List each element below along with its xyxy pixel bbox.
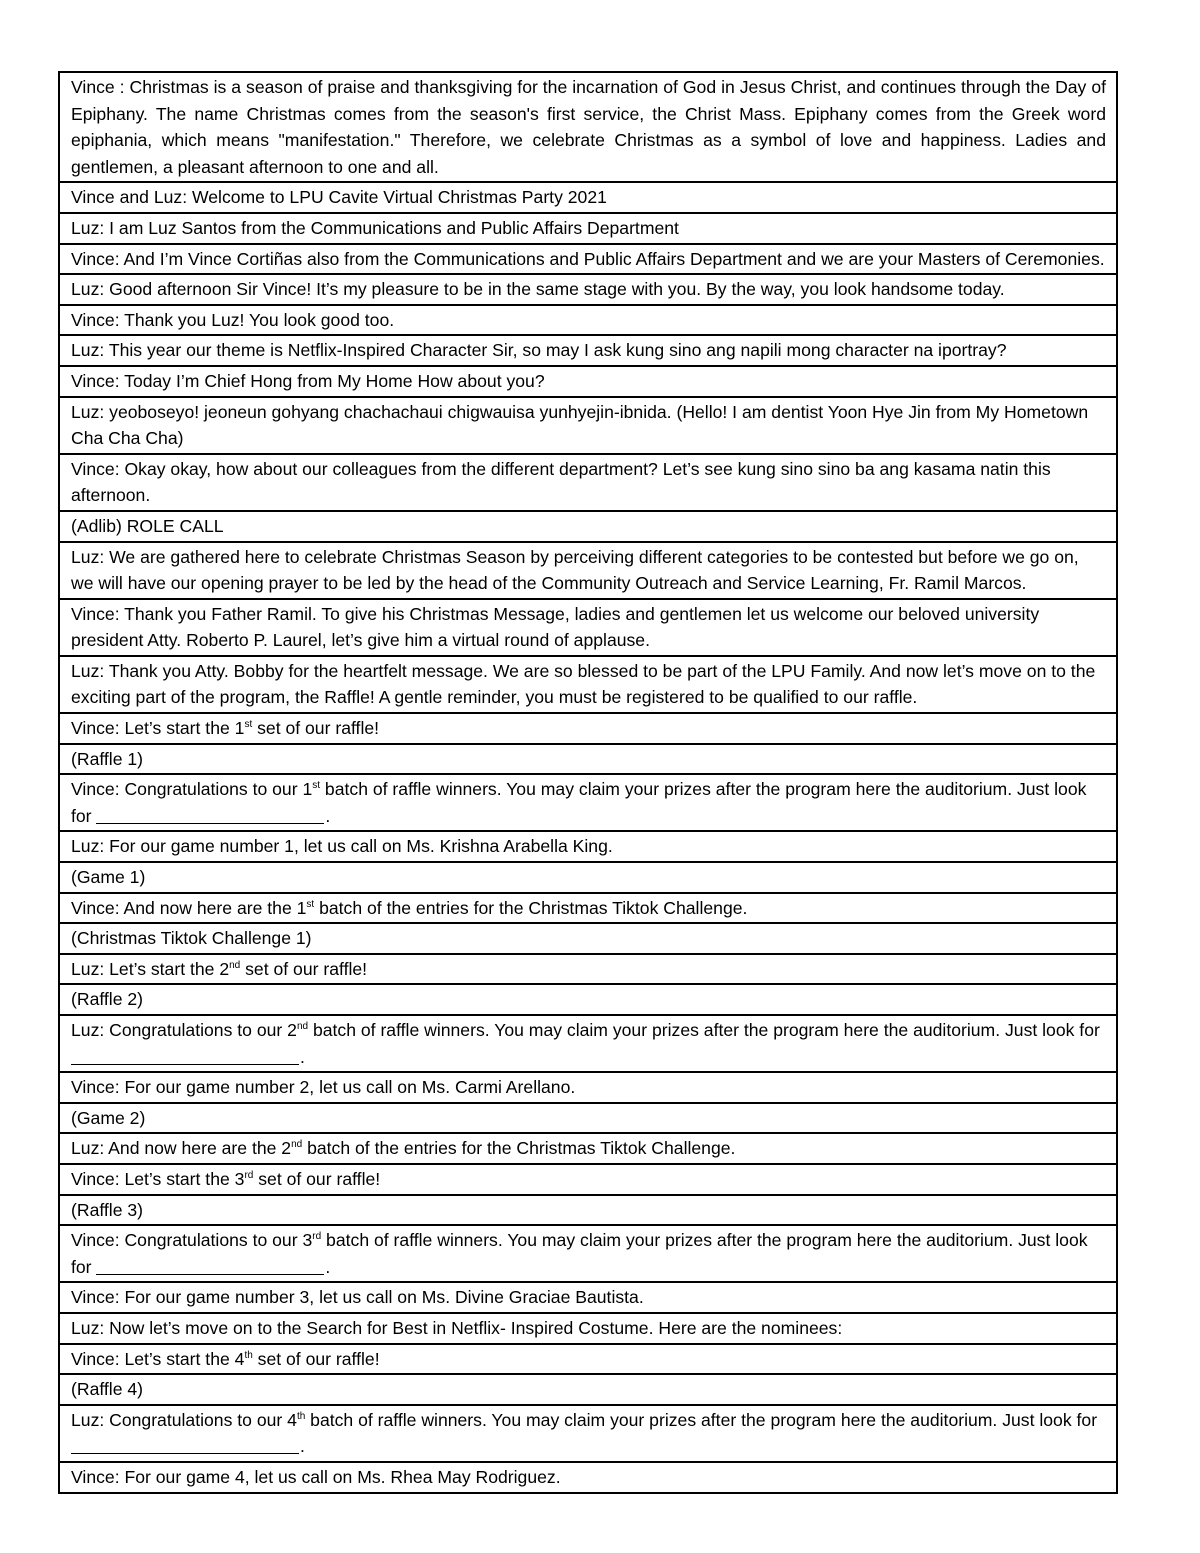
- script-line: [59, 1405, 1117, 1462]
- script-line: [59, 1072, 1117, 1103]
- script-row: [59, 862, 1117, 893]
- line-text: Vince: Thank you Father Ramil. To give his Christmas Message, ladies and gentlemen let us welcome our beloved university president Atty. Roberto P. Laurel, let’s give him a virtual round of applause.: [71, 603, 1040, 651]
- script-row: [59, 831, 1117, 862]
- ordinal-suffix: nd: [296, 1021, 309, 1032]
- script-row: [59, 1225, 1117, 1282]
- script-line: [59, 954, 1117, 985]
- script-row: [59, 1195, 1117, 1226]
- line-text: Vince : Christmas is a season of praise and thanksgiving for the incarnation of God in Jesus Christ, and continues through the Day of Epiphany. The name Christmas comes from the season's first service, the Christ Mass. Epiphany comes from the Greek word epiphania, which means "manifestation." Therefore, we celebrate Christmas as a symbol of love and happiness. Ladies and gentlemen, a pleasant afternoon to one and all.: [71, 77, 1106, 177]
- line-text: .: [300, 1046, 305, 1067]
- ordinal-suffix: st: [312, 780, 321, 792]
- script-line: [59, 244, 1117, 275]
- line-text: batch of the entries for the Christmas Tiktok Challenge.: [302, 1138, 736, 1159]
- script-line: [59, 1195, 1117, 1226]
- line-text: (Adlib) ROLE CALL: [71, 515, 224, 536]
- script-row: [59, 713, 1117, 744]
- script-line: [59, 599, 1117, 656]
- ordinal-suffix: nd: [291, 1139, 303, 1151]
- fill-in-blank: [71, 1437, 299, 1454]
- line-text: (Game 2): [71, 1107, 146, 1128]
- script-row: [59, 1133, 1117, 1164]
- line-text: Vince: For our game 4, let us call on Ms. Rhea May Rodriguez.: [71, 1466, 561, 1487]
- script-line: [59, 893, 1117, 924]
- ordinal-suffix: st: [306, 898, 315, 910]
- script-row: [59, 397, 1117, 454]
- script-line: [59, 1374, 1117, 1405]
- script-line: [59, 335, 1117, 366]
- line-text: (Raffle 1): [71, 748, 144, 769]
- line-text: batch of raffle winners. You may claim your prizes after the program here the auditorium. Just look for: [305, 1409, 1098, 1430]
- line-text: Luz: Good afternoon Sir Vince! It’s my pleasure to be in the same stage with you. By the way, you look handsome today.: [71, 279, 1005, 300]
- line-text: batch of the entries for the Christmas Tiktok Challenge.: [314, 897, 748, 918]
- script-line: [59, 366, 1117, 397]
- script-line: [59, 511, 1117, 542]
- script-row: [59, 1313, 1117, 1344]
- line-text: batch of raffle winners. You may claim your prizes after the program here the auditorium. Just look for: [71, 1230, 1088, 1277]
- script-row: [59, 599, 1117, 656]
- line-text: Vince: Thank you Luz! You look good too.: [71, 309, 395, 330]
- fill-in-blank: [71, 1048, 299, 1065]
- script-rows: [59, 72, 1117, 1493]
- line-text: Vince and Luz: Welcome to LPU Cavite Virtual Christmas Party 2021: [71, 187, 607, 208]
- script-line: [59, 713, 1117, 744]
- script-row: [59, 923, 1117, 954]
- script-row: [59, 366, 1117, 397]
- ordinal-suffix: rd: [312, 1231, 322, 1243]
- script-line: [59, 656, 1117, 713]
- script-line: [59, 862, 1117, 893]
- script-row: [59, 274, 1117, 305]
- script-line: [59, 72, 1117, 182]
- line-text: Vince: And now here are the 1: [71, 897, 307, 918]
- script-line: [59, 1344, 1117, 1375]
- script-row: [59, 244, 1117, 275]
- line-text: Vince: Let’s start the 1: [71, 718, 245, 739]
- line-text: (Raffle 4): [71, 1379, 144, 1400]
- script-line: [59, 213, 1117, 244]
- line-text: (Raffle 3): [71, 1199, 144, 1220]
- line-text: set of our raffle!: [252, 1348, 380, 1369]
- script-row: [59, 744, 1117, 775]
- line-text: Vince: Okay okay, how about our colleagues from the different department? Let’s see kung sino sino ba ang kasama natin this afternoon.: [71, 458, 1051, 506]
- script-line: [59, 542, 1117, 599]
- program-script-table: [58, 71, 1118, 1494]
- script-row: [59, 1344, 1117, 1375]
- line-text: set of our raffle!: [253, 1168, 381, 1189]
- ordinal-suffix: nd: [229, 959, 241, 971]
- script-line: [59, 182, 1117, 213]
- script-row: [59, 1405, 1117, 1462]
- script-row: [59, 1015, 1117, 1072]
- script-row: [59, 305, 1117, 336]
- script-row: [59, 1103, 1117, 1134]
- fill-in-blank: [96, 1258, 324, 1275]
- line-text: Luz: Congratulations to our 4: [71, 1409, 297, 1430]
- script-line: [59, 1313, 1117, 1344]
- script-row: [59, 1164, 1117, 1195]
- line-text: batch of raffle winners. You may claim your prizes after the program here the auditorium. Just look for: [71, 779, 1087, 826]
- script-line: [59, 1103, 1117, 1134]
- script-line: [59, 454, 1117, 511]
- ordinal-suffix: th: [296, 1410, 306, 1422]
- line-text: Vince: Congratulations to our 1: [71, 779, 313, 800]
- line-text: .: [325, 805, 331, 826]
- line-text: Luz: I am Luz Santos from the Communications and Public Affairs Department: [71, 217, 679, 238]
- script-row: [59, 454, 1117, 511]
- line-text: Luz: Let’s start the 2: [71, 958, 230, 979]
- line-text: Luz: This year our theme is Netflix-Inspired Character Sir, so may I ask kung sino ang napili mong character na iportray?: [71, 340, 1007, 361]
- script-row: [59, 213, 1117, 244]
- script-line: [59, 397, 1117, 454]
- fill-in-blank: [96, 807, 324, 824]
- ordinal-suffix: th: [244, 1349, 253, 1361]
- script-line: [59, 274, 1117, 305]
- line-text: Luz: And now here are the 2: [71, 1138, 292, 1159]
- script-row: [59, 774, 1117, 831]
- line-text: Luz: yeoboseyo! jeoneun gohyang chachachaui chigwauisa yunhyejin-ibnida. (Hello! I am dentist Yoon Hye Jin from My Hometown Cha Cha Cha): [71, 401, 1089, 449]
- line-text: Luz: For our game number 1, let us call on Ms. Krishna Arabella King.: [71, 836, 613, 857]
- line-text: Vince: For our game number 3, let us call on Ms. Divine Graciae Bautista.: [71, 1287, 644, 1308]
- line-text: batch of raffle winners. You may claim your prizes after the program here the auditorium. Just look for: [308, 1020, 1100, 1040]
- line-text: Luz: Thank you Atty. Bobby for the heartfelt message. We are so blessed to be part of the LPU Family. And now let’s move on to the exciting part of the program, the Raffle! A gentle reminder, you must be registered to be qualified to our raffle.: [71, 660, 1096, 708]
- script-row: [59, 182, 1117, 213]
- script-row: [59, 1282, 1117, 1313]
- line-text: set of our raffle!: [252, 718, 380, 739]
- line-text: .: [325, 1256, 331, 1277]
- script-line: [59, 774, 1117, 831]
- script-document: [58, 71, 1118, 1494]
- script-row: [59, 511, 1117, 542]
- line-text: set of our raffle!: [240, 958, 368, 979]
- line-text: .: [300, 1436, 305, 1457]
- script-row: [59, 954, 1117, 985]
- line-text: Vince: Let’s start the 4: [71, 1348, 245, 1369]
- line-text: Vince: Congratulations to our 3: [71, 1230, 313, 1251]
- line-text: (Raffle 2): [71, 989, 144, 1010]
- line-text: Vince: For our game number 2, let us call on Ms. Carmi Arellano.: [71, 1077, 576, 1098]
- line-text: Luz: Now let’s move on to the Search for Best in Netflix- Inspired Costume. Here are the nominees:: [71, 1317, 843, 1338]
- script-row: [59, 542, 1117, 599]
- script-row: [59, 1374, 1117, 1405]
- script-line: [59, 1282, 1117, 1313]
- script-line: [59, 1225, 1117, 1282]
- script-row: [59, 984, 1117, 1015]
- script-line: [59, 1164, 1117, 1195]
- script-row: [59, 335, 1117, 366]
- script-line: [59, 923, 1117, 954]
- line-text: (Game 1): [71, 867, 146, 888]
- line-text: Vince: Today I’m Chief Hong from My Home How about you?: [71, 370, 545, 391]
- script-line: [59, 305, 1117, 336]
- script-line: [59, 744, 1117, 775]
- script-line: [59, 1462, 1117, 1493]
- script-line: [59, 1133, 1117, 1164]
- script-row: [59, 72, 1117, 182]
- script-line: [59, 1015, 1117, 1072]
- script-row: [59, 1462, 1117, 1493]
- script-line: [59, 831, 1117, 862]
- script-line: [59, 984, 1117, 1015]
- line-text: Vince: And I’m Vince Cortiñas also from the Communications and Public Affairs Department and we are your Masters of Ceremonies.: [71, 248, 1105, 269]
- line-text: (Christmas Tiktok Challenge 1): [71, 928, 312, 949]
- line-text: Luz: We are gathered here to celebrate Christmas Season by perceiving different categories to be contested but before we go on, we will have our opening prayer to be led by the head of the Community Outreach and Service Learning, Fr. Ramil Marcos.: [71, 546, 1079, 594]
- script-row: [59, 656, 1117, 713]
- ordinal-suffix: st: [244, 719, 253, 731]
- script-row: [59, 893, 1117, 924]
- ordinal-suffix: rd: [244, 1169, 254, 1181]
- line-text: Luz: Congratulations to our 2: [71, 1020, 297, 1040]
- line-text: Vince: Let’s start the 3: [71, 1168, 245, 1189]
- script-row: [59, 1072, 1117, 1103]
